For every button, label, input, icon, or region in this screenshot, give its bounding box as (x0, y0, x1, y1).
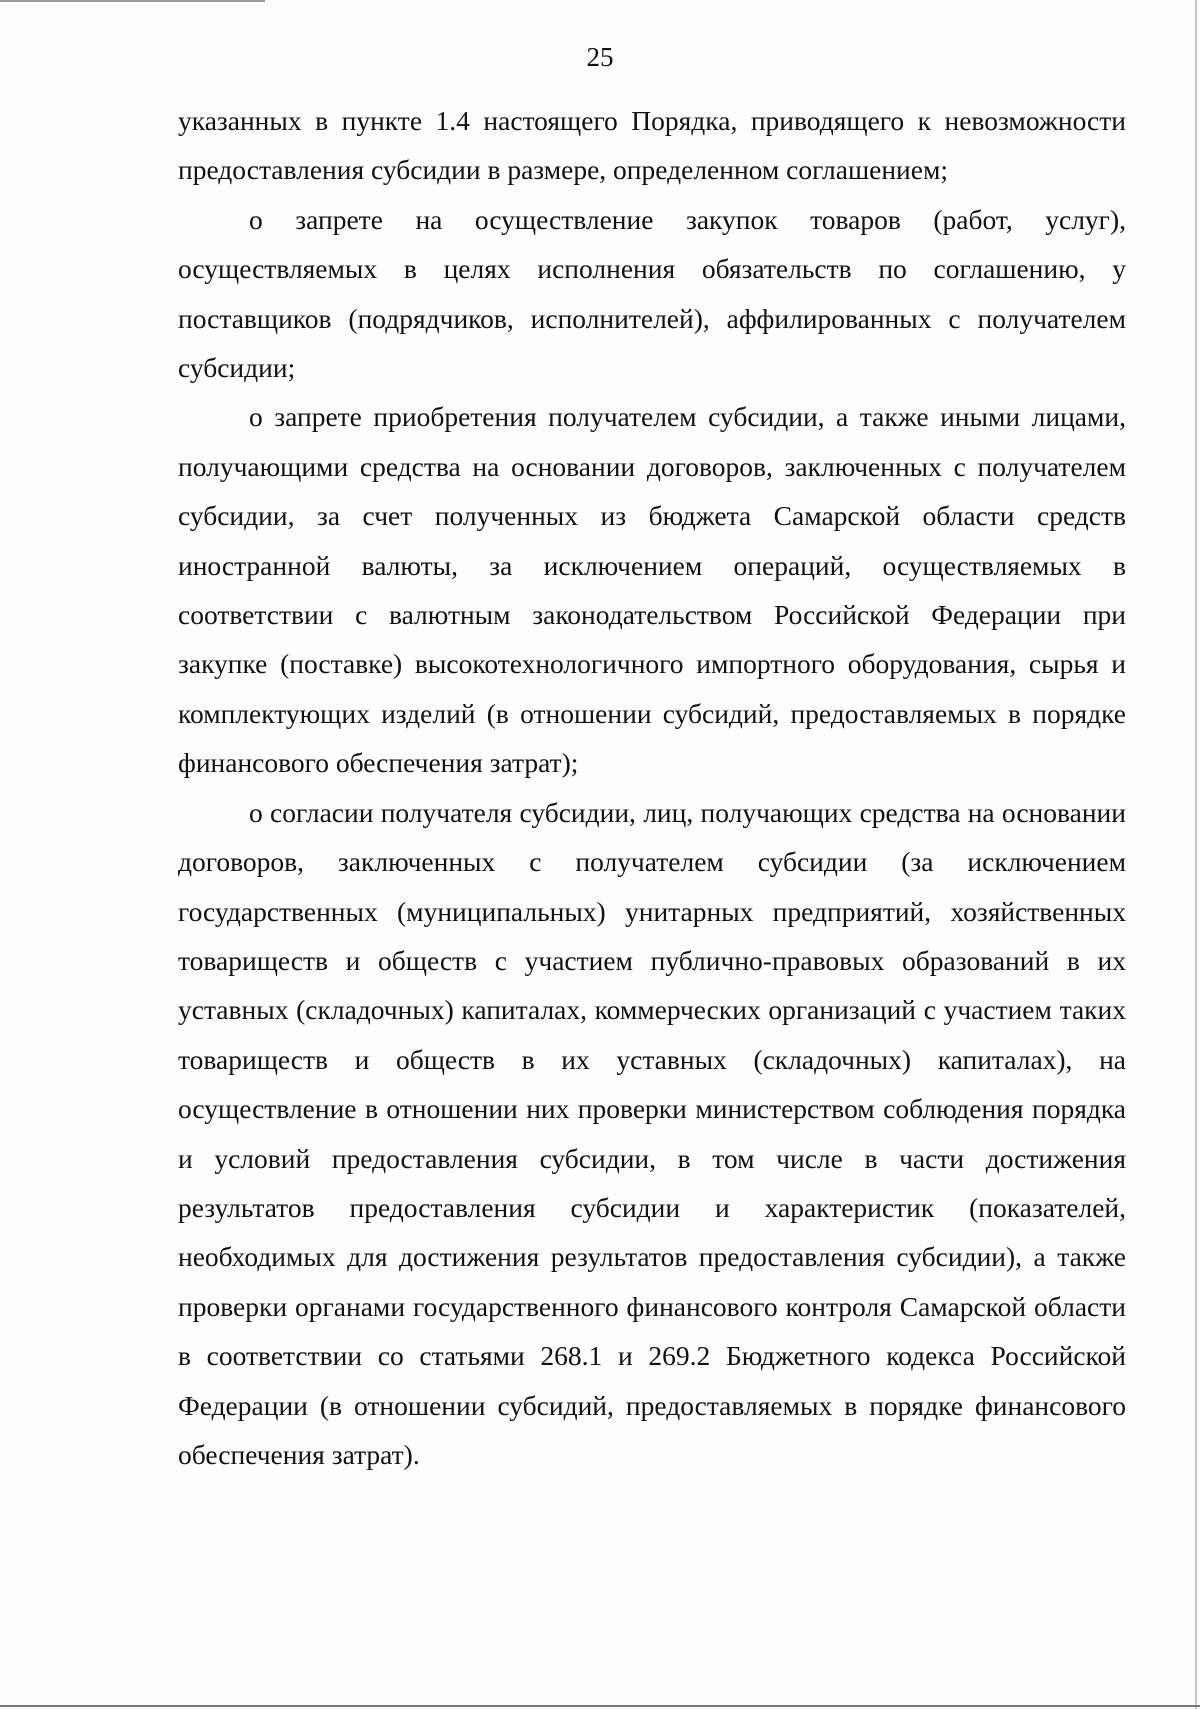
paragraph-procurement-ban: о запрете на осуществление закупок товаров (работ, услуг), осуществляемых в целях исполнения обязательств по соглашению, у поставщиков (подрядчиков, исполнителей), аффилированных с получателем субсидии; (178, 203, 1126, 384)
page-number: 25 (586, 42, 614, 72)
paragraph-continuation: указанных в пункте 1.4 настоящего Порядка, приводящего к невозможности предоставления субсидии в размере, определенном соглашением; (178, 105, 1126, 186)
scan-edge-top (0, 0, 265, 2)
scan-edge-bottom (0, 1705, 1200, 1707)
paragraph-currency-ban: о запрете приобретения получателем субсидии, а также иными лицами, получающими средства на основании договоров, заключенных с получателем субсидии, за счет полученных из бюджета Самарской области средств иностранной валюты, за исключением операций, осуществляемых в соответствии с валютным законодательством Российской Федерации при закупке (поставке) высокотехнологичного импортного оборудования, сырья и комплектующих изделий (в отношении субсидий, предоставляемых в порядке финансового обеспечения затрат); (178, 401, 1126, 779)
paragraph-inspection-consent: о согласии получателя субсидии, лиц, получающих средства на основании договоров, заключенных с получателем субсидии (за исключением государственных (муниципальных) унитарных предприятий, хозяйственных товариществ и обществ с участием публично-правовых образований в их уставных (складочных) капиталах, коммерческих организаций с участием таких товариществ и обществ в их уставных (складочных) капиталах), на осуществление в отношении них проверки министерством соблюдения порядка и условий предоставления субсидии, в том числе в части достижения результатов предоставления субсидии и характеристик (показателей, необходимых для достижения результатов предоставления субсидии), а также проверки органами государственного финансового контроля Самарской области в соответствии со статьями 268.1 и 269.2 Бюджетного кодекса Российской Федерации (в отношении субсидий, предоставляемых в порядке финансового обеспечения затрат). (178, 796, 1126, 1470)
document-body (178, 96, 1126, 1479)
scan-edge-right (1195, 0, 1197, 1709)
